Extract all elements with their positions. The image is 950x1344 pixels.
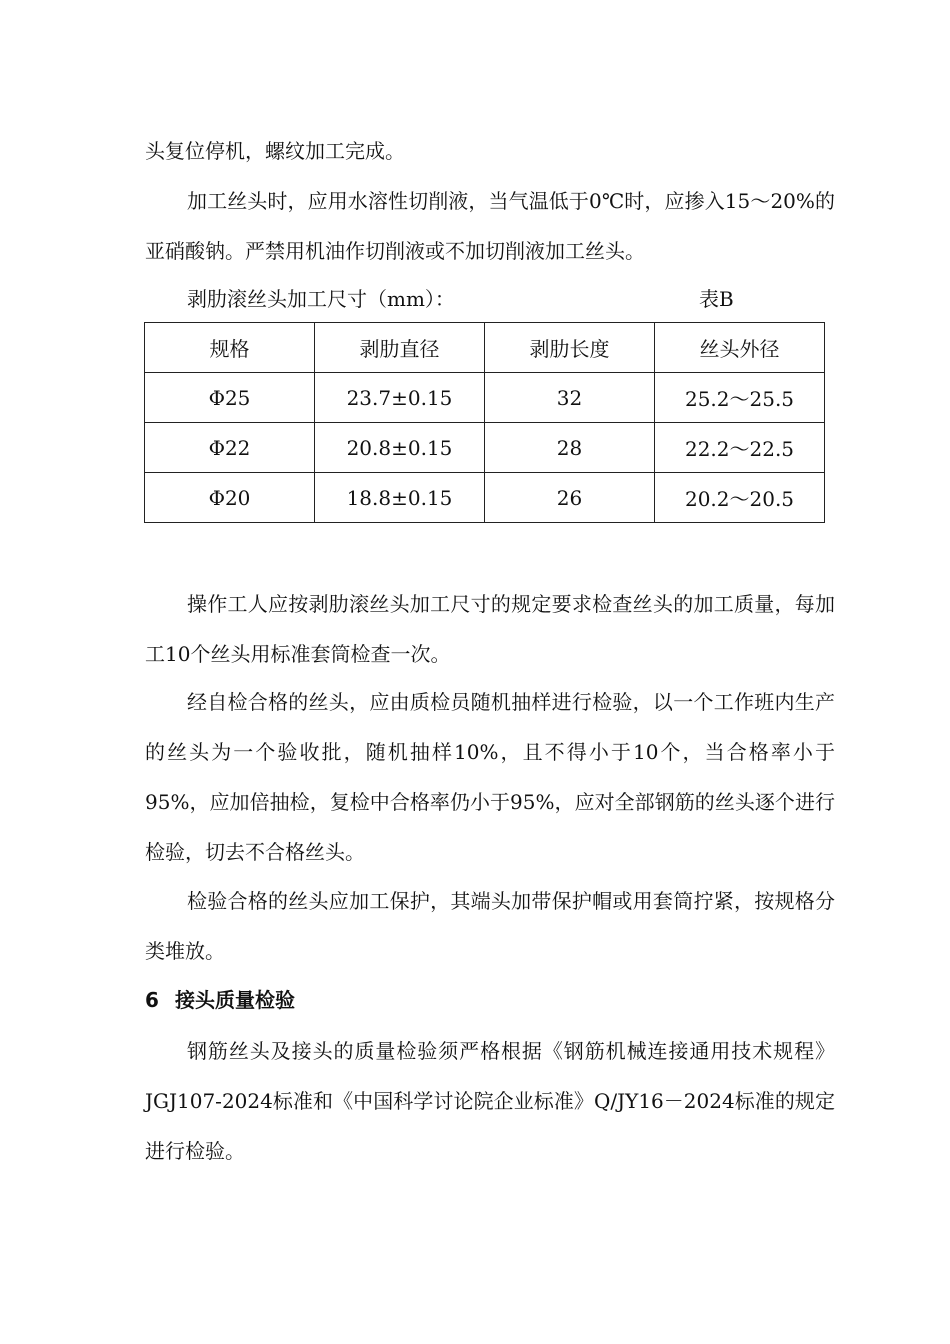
table-cell: 25.2～25.5 [655,373,825,423]
header-cell: 规格 [145,323,315,373]
table-cell: 18.8±0.15 [315,473,485,523]
paragraph-self-inspection: 操作工人应按剥肋滚丝头加工尺寸的规定要求检查丝头的加工质量，每加工10个丝头用标准套筒检查一次。 [145,592,835,666]
header-cell: 剥肋长度 [485,323,655,373]
table-title: 剥肋滚丝头加工尺寸（mm）： [187,287,455,311]
section-heading [145,975,295,1025]
table-cell: 20.8±0.15 [315,423,485,473]
table-row [145,473,825,523]
table-cell: 32 [485,373,655,423]
paragraph-standards: 钢筋丝头及接头的质量检验须严格根据《钢筋机械连接通用技术规程》JGJ107-2024标准和《中国科学讨论院企业标准》Q/JY16－2024标准的规定进行检验。 [145,1039,835,1163]
header-cell: 丝头外径 [655,323,825,373]
table-cell: 22.2～22.5 [655,423,825,473]
table-cell: Φ22 [145,423,315,473]
thread-dimension-table [144,322,825,523]
section-title: 接头质量检验 [175,988,295,1012]
table-header-row [145,323,825,373]
table-cell: Φ20 [145,473,315,523]
section-number: 6 [145,988,159,1012]
paragraph-protection: 检验合格的丝头应加工保护，其端头加带保护帽或用套筒拧紧，按规格分类堆放。 [145,889,835,963]
paragraph-continuation: 头复位停机，螺纹加工完成。 [145,139,405,163]
table-row [145,423,825,473]
table-cell: 20.2～20.5 [655,473,825,523]
table-cell: Φ25 [145,373,315,423]
table-label: 表B [699,287,734,311]
table-cell: 26 [485,473,655,523]
paragraph-sampling: 经自检合格的丝头，应由质检员随机抽样进行检验，以一个工作班内生产的丝头为一个验收批，随机抽样10%，且不得小于10个，当合格率小于95%，应加倍抽检，复检中合格率仍小于95%，应对全部钢筋的丝头逐个进行检验，切去不合格丝头。 [145,690,835,864]
paragraph-cutting-fluid: 加工丝头时，应用水溶性切削液，当气温低于0℃时，应掺入15～20%的亚硝酸钠。严禁用机油作切削液或不加切削液加工丝头。 [145,189,835,263]
table-caption [187,277,747,321]
header-cell: 剥肋直径 [315,323,485,373]
table-cell: 28 [485,423,655,473]
table-cell: 23.7±0.15 [315,373,485,423]
table-row [145,373,825,423]
